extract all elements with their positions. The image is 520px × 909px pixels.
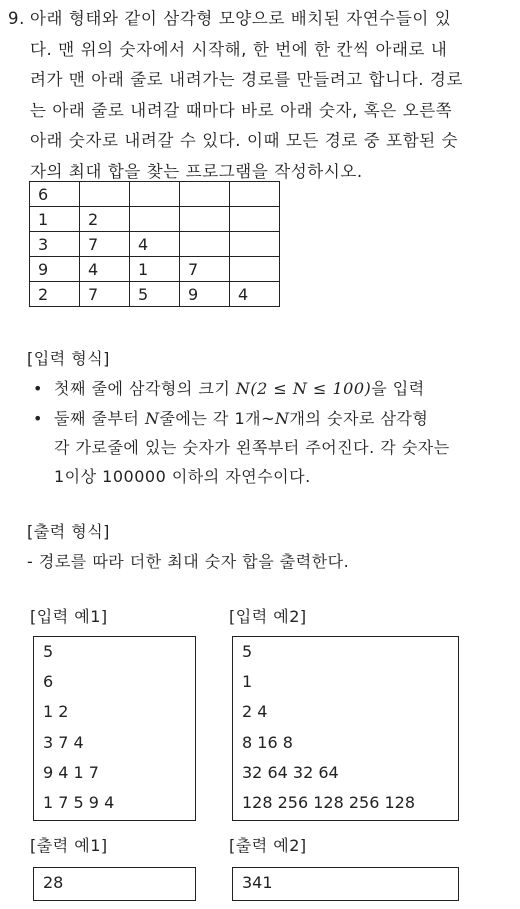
example1-input-title: [입력 예1] [30, 607, 108, 626]
table-cell: 4 [230, 282, 280, 307]
example-line: 1 7 5 9 4 [43, 792, 115, 812]
table-cell: 4 [130, 232, 180, 257]
table-cell [230, 232, 280, 257]
example-line: 32 64 32 64 [242, 762, 339, 782]
math-text: (2 ≤ [250, 379, 293, 398]
bullet-icon: • [33, 379, 43, 398]
bullet-text: 첫째 줄에 삼각형의 크기 [54, 379, 236, 398]
example-line: 1 [242, 672, 253, 692]
example-line: 8 16 8 [242, 732, 293, 752]
table-cell [230, 257, 280, 282]
table-cell: 5 [130, 282, 180, 307]
math-variable: N [292, 379, 308, 398]
example2-output-box [232, 867, 459, 901]
table-cell [130, 182, 180, 207]
example-line: 1 2 [43, 702, 69, 722]
table-cell: 7 [80, 282, 130, 307]
example-line: 5 [43, 642, 54, 661]
table-cell: 9 [180, 282, 230, 307]
example-line: 3 7 4 [43, 732, 84, 752]
table-cell: 2 [30, 282, 80, 307]
output-format-text: - 경로를 따라 더한 최대 숫자 합을 출력한다. [27, 552, 350, 571]
table-cell: 3 [30, 232, 80, 257]
example-line: 2 4 [242, 702, 268, 722]
problem-line: 자의 최대 합을 찾는 프로그램을 작성하시오. [30, 161, 363, 181]
example-line: 5 [242, 642, 253, 661]
example-output: 341 [242, 873, 273, 892]
table-row [30, 257, 280, 282]
example2-input-box [232, 636, 459, 821]
bullet-text: 1이상 100000 이하의 자연수이다. [54, 467, 311, 486]
table-row [30, 232, 280, 257]
table-cell [230, 182, 280, 207]
bullet-icon: • [33, 409, 43, 428]
input-format-title: [입력 형식] [27, 349, 110, 368]
bullet-text: 개의 숫자로 삼각형 [289, 409, 429, 428]
table-row [30, 182, 280, 207]
example-line: 128 256 128 256 128 [242, 792, 416, 812]
table-cell: 7 [180, 257, 230, 282]
example1-output-title: [출력 예1] [30, 836, 108, 855]
table-cell: 1 [30, 207, 80, 232]
bullet-text: 줄에는 각 1개~ [159, 409, 275, 428]
math-variable: N [275, 409, 290, 428]
table-cell [180, 232, 230, 257]
table-cell [130, 207, 180, 232]
problem-line: 아래 숫자로 내려갈 수 있다. 이때 모든 경로 중 포함된 숫 [30, 131, 459, 150]
example2-output-title: [출력 예2] [229, 836, 307, 855]
table-cell: 7 [80, 232, 130, 257]
triangle-table [29, 181, 280, 307]
bullet-text: 둘째 줄부터 [54, 409, 145, 428]
problem-line: 아래 형태와 같이 삼각형 모양으로 배치된 자연수들이 있 [30, 9, 452, 28]
table-cell [230, 207, 280, 232]
problem-number: 9. [8, 9, 25, 28]
problem-statement [8, 4, 513, 187]
example-line: 9 4 1 7 [43, 762, 99, 782]
table-cell [180, 207, 230, 232]
problem-line: 는 아래 줄로 내려갈 때마다 바로 아래 숫자, 혹은 오른쪽 [30, 100, 453, 120]
problem-line: 려가 맨 아래 줄로 내려가는 경로를 만들려고 합니다. 경로 [30, 70, 464, 89]
bullet-text: 을 입력 [371, 379, 425, 398]
table-cell [180, 182, 230, 207]
table-cell [80, 182, 130, 207]
example1-input-box [33, 636, 196, 821]
table-cell: 9 [30, 257, 80, 282]
math-variable: N [235, 379, 251, 398]
example-output: 28 [43, 873, 64, 892]
table-row [30, 207, 280, 232]
math-text: ≤ 100) [307, 379, 372, 398]
bullet-text: 각 가로줄에 있는 숫자가 왼쪽부터 주어진다. 각 숫자는 [54, 438, 450, 457]
table-cell: 2 [80, 207, 130, 232]
output-format-title: [출력 형식] [27, 522, 110, 541]
example2-input-title: [입력 예2] [229, 607, 307, 626]
table-cell: 4 [80, 257, 130, 282]
problem-line: 다. 맨 위의 숫자에서 시작해, 한 번에 한 칸씩 아래로 내 [30, 39, 448, 59]
table-row [30, 282, 280, 307]
example-line: 6 [43, 672, 54, 692]
example1-output-box [33, 867, 196, 901]
math-variable: N [144, 409, 160, 428]
table-cell: 1 [130, 257, 180, 282]
table-cell: 6 [30, 182, 80, 207]
